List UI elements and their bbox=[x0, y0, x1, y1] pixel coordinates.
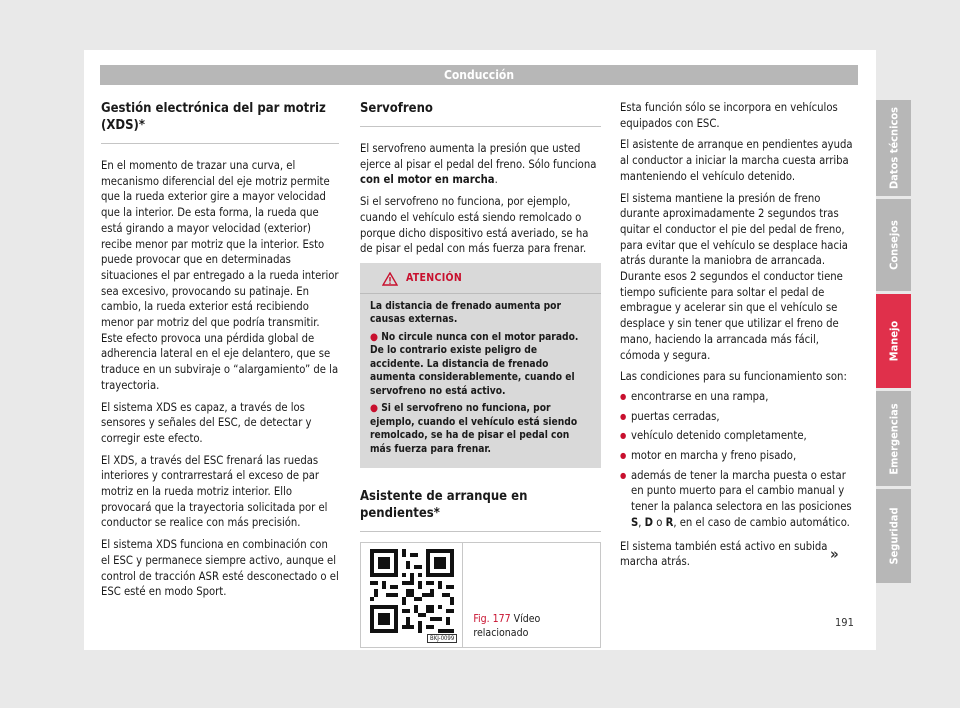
text: además de tener la marcha puesta o estar en punto muerto para el cambio manual y tener la palanca selectora en las posiciones bbox=[631, 468, 852, 514]
warning-label: ATENCIÓN bbox=[406, 271, 463, 284]
warning-item-text: Si el servofreno no funciona, por ejemplo, cuando el vehículo está siendo remolcado, se ha de pisar el pedal con más fuerza para frenar. bbox=[370, 403, 578, 455]
figure-177 bbox=[360, 542, 601, 648]
bullet-icon: ● bbox=[370, 403, 378, 415]
list-item: ● puertas cerradas, bbox=[620, 409, 856, 425]
paragraph: El sistema XDS funciona en combinación con el ESC y permanece siempre activo, aunque el control de tracción ASR esté desconectado o el ESC esté en modo Sport. bbox=[101, 538, 339, 599]
warning-item-text: No circule nunca con el motor parado. De lo contrario existe peligro de accidente. La distancia de frenado aumenta considerablemente, cuando el servofreno no está activo. bbox=[370, 331, 579, 397]
section-header: Conducción bbox=[100, 65, 858, 85]
qr-cell[interactable] bbox=[361, 543, 463, 647]
tab-manejo[interactable] bbox=[876, 294, 911, 388]
warning-header bbox=[360, 269, 601, 294]
gear-r: R bbox=[665, 515, 674, 529]
figure-label: Fig. 177 bbox=[473, 613, 511, 626]
paragraph: El sistema XDS es capaz, a través de los sensores y señales del ESC, de detectar y corregir este efecto. bbox=[101, 400, 312, 445]
text: , bbox=[638, 515, 642, 529]
heading-servofreno: Servofreno bbox=[360, 101, 433, 116]
tab-seguridad[interactable] bbox=[876, 489, 911, 583]
paragraph: El sistema mantiene la presión de freno durante aproximadamente 2 segundos tras quitar el conductor el pie del pedal de freno, para evitar que el vehículo se desplace hacia atrás durante la maniobra de arrancada. Durante esos 2 segundos el conductor tiene tiempo suficiente para soltar el pedal de embrague y acelerar sin que el vehículo se desplace y sin tener que utilizar el freno de mano, haciendo la arrancada más fácil, cómoda y segura. bbox=[620, 191, 848, 362]
tab-emergencias[interactable] bbox=[876, 391, 911, 486]
warning-triangle-icon bbox=[382, 272, 398, 286]
tab-label: Consejos bbox=[887, 220, 900, 270]
list-item: ● encontrarse en una rampa, bbox=[620, 389, 856, 405]
figure-caption-text: Vídeo relacionado bbox=[473, 613, 541, 639]
bold-text: con el motor en marcha bbox=[360, 173, 495, 187]
text: o bbox=[653, 515, 666, 529]
heading-rule bbox=[360, 531, 601, 532]
text: . bbox=[494, 173, 498, 187]
list-item: ● motor en marcha y freno pisado, bbox=[620, 448, 856, 464]
tab-datos-tecnicos[interactable] bbox=[876, 100, 911, 196]
gear-s: S bbox=[631, 515, 639, 529]
paragraph: Si el servofreno no funciona, por ejemplo, cuando el vehículo está siendo remolcado o porque dicho dispositivo está averiado, se ha de pisar el pedal con más fuerza para frenar. bbox=[360, 195, 589, 256]
figure-code: BKJ-0099 bbox=[427, 634, 457, 643]
heading-asistente: Asistente de arranque en pendientes* bbox=[360, 489, 528, 522]
warning-item bbox=[370, 402, 591, 456]
text: El servofreno aumenta la presión que usted ejerce al pisar el pedal del freno. Sólo funciona bbox=[360, 142, 597, 171]
column-servofreno bbox=[360, 100, 601, 648]
qr-code-icon[interactable] bbox=[370, 549, 454, 633]
list-item bbox=[620, 468, 856, 531]
conditions-list bbox=[620, 389, 856, 531]
list-item: ● vehículo detenido completamente, bbox=[620, 428, 856, 444]
column-xds bbox=[101, 100, 339, 606]
figure-caption bbox=[463, 543, 600, 647]
tab-label: Datos técnicos bbox=[887, 106, 900, 190]
paragraph: El XDS, a través del ESC frenará las ruedas interiores y contrarrestará el exceso de par motriz en la rueda motriz interior. Ello provocará que la trayectoria solicitada por el conductor se realice con más precisión. bbox=[101, 453, 328, 530]
continue-mark: » bbox=[830, 545, 839, 563]
tab-label: Manejo bbox=[887, 320, 900, 362]
warning-intro: La distancia de frenado aumenta por causas externas. bbox=[370, 300, 561, 326]
column-asistente bbox=[620, 100, 856, 576]
heading-rule bbox=[360, 126, 601, 127]
paragraph bbox=[360, 141, 601, 188]
warning-item bbox=[370, 331, 591, 399]
paragraph: El asistente de arranque en pendientes ayuda al conductor a iniciar la marcha cuesta arriba manteniendo el vehículo detenido. bbox=[620, 138, 853, 183]
heading-xds: Gestión electrónica del par motriz (XDS)* bbox=[101, 101, 326, 133]
bullet-icon: ● bbox=[370, 331, 378, 343]
tab-consejos[interactable] bbox=[876, 199, 911, 291]
paragraph: Esta función sólo se incorpora en vehículos equipados con ESC. bbox=[620, 101, 838, 130]
page-number: 191 bbox=[835, 616, 854, 629]
paragraph: En el momento de trazar una curva, el mecanismo diferencial del eje motriz permite que la rueda exterior gire a mayor velocidad que la interior. De esta forma, la rueda que está girando a mayor velocidad (exterior) recibe menor par motriz que la interior. Esto puede provocar que en determinadas situaciones el par entregado a la rueda interior sea excesivo, provocando su patinaje. En cambio, la rueda exterior está recibiendo menor par motriz del que podría transmitir. Este efecto provoca una pérdida global de adherencia lateral en el eje delantero, que se traduce en un subviraje o “alargamiento” de la trayectoria. bbox=[101, 159, 339, 392]
gear-d: D bbox=[644, 515, 654, 529]
text: , en el caso de cambio automático. bbox=[673, 515, 850, 529]
paragraph: Las condiciones para su funcionamiento son: bbox=[620, 370, 847, 384]
tab-label: Seguridad bbox=[887, 507, 900, 565]
warning-box bbox=[360, 263, 601, 468]
tab-label: Emergencias bbox=[887, 402, 900, 475]
paragraph: El sistema también está activo en subida marcha atrás. bbox=[620, 539, 828, 569]
heading-rule bbox=[101, 143, 339, 144]
